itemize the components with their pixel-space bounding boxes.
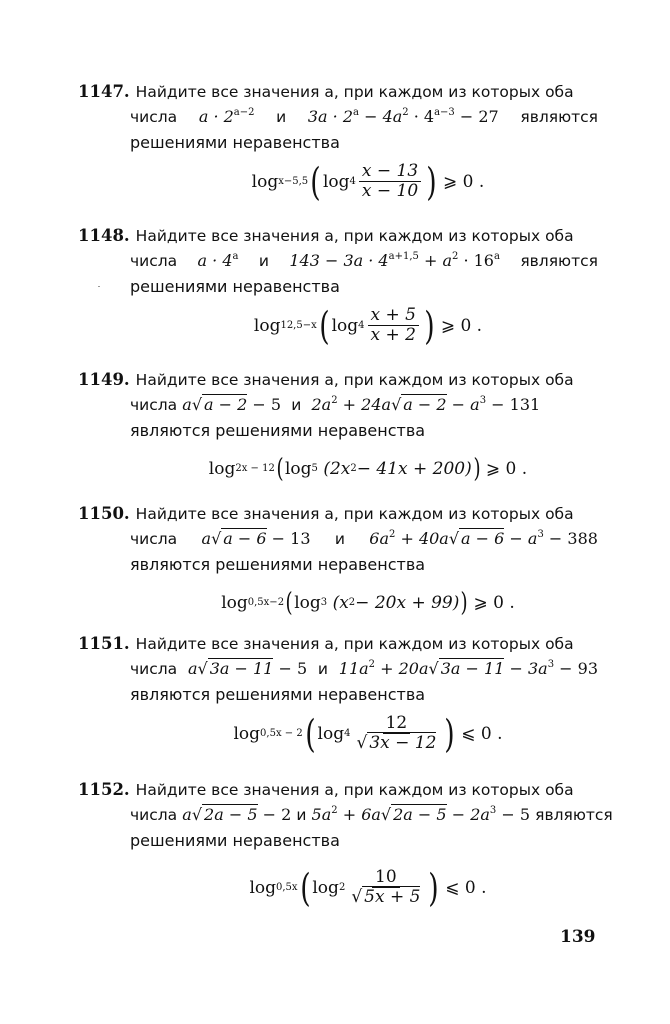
- expression-a: $a \cdot 2^{a-2}$: [198, 107, 255, 126]
- inequality: log 0,5x ( log 2 $\frac{10}{√ 5x + 5}$ ) ⩽ 0 .: [249, 865, 487, 910]
- solutions-label: решениями неравенства: [130, 277, 340, 296]
- solutions-label: являются решениями неравенства: [130, 685, 426, 704]
- problem-statement: 1151. Найдите все значения a, при каждом из которых оба: [78, 634, 574, 653]
- expression-b: $3a \cdot 2^a - 4a^2 \cdot 4^{a-3} - 27$: [307, 107, 499, 126]
- problem-statement: 1149. Найдите все значения a, при каждом из которых оба: [78, 370, 574, 389]
- numbers-line: числа a√ a − 6 − 13 и $6a^2 + 40a√$ $a - 6 - a^3 - 388$: [130, 529, 598, 548]
- inequality: log 0,5x−2 ( log 3 (x 2 − 20x + 99) ) ⩾ 0 .: [221, 588, 515, 618]
- fraction: $\frac{x - 13}{x - 10}$: [359, 162, 421, 201]
- numbers-line: числа a√ a − 2 − 5 и $2a^2 + 24a√$ $a - 2 - a^3 - 131$: [130, 395, 541, 414]
- problem-number: 1148.: [78, 226, 130, 245]
- numbers-line: числа a√ 3a − 11 − 5 и $11a^2 + 20a√$ $3a - 11 - 3a^3 - 93$: [130, 659, 598, 678]
- problem-1151: [78, 632, 598, 756]
- fraction: $\frac{x + 5}{x + 2}$: [368, 306, 419, 345]
- numbers-line: числа $a \cdot 4^a$ и $143 - 3a \cdot 4^{a+1,5} + a^2 \cdot 16^a$ являются: [78, 248, 598, 274]
- problem-statement: 1150. Найдите все значения a, при каждом из которых оба: [78, 504, 574, 523]
- inequality: log 0,5x − 2 ( log 4 $\frac{12}{√ 3x - 12}$ ) ⩽ 0 .: [233, 711, 503, 756]
- inequality: log 12,5−x ( log 4 $\frac{x + 5}{x + 2}$ ) ⩾ 0 .: [253, 303, 483, 348]
- fraction: $\frac{12}{√ 3x - 12}$: [356, 713, 437, 753]
- numbers-line: числа $a \cdot 2^{a-2}$ и $3a \cdot 2^a - 4a^2 \cdot 4^{a-3} - 27$ являются: [78, 104, 598, 130]
- problem-number: 1151.: [78, 634, 130, 653]
- problem-statement: 1147. Найдите все значения a, при каждом из которых оба: [78, 82, 574, 101]
- expression-a: $a \cdot 4^a$: [197, 251, 239, 270]
- solutions-label: решениями неравенства: [130, 133, 340, 152]
- problem-1150: [78, 502, 598, 622]
- problem-1147: [78, 80, 598, 204]
- problem-statement: 1152. Найдите все значения a, при каждом из которых оба: [78, 780, 574, 799]
- solutions-label: решениями неравенства: [130, 831, 340, 850]
- problem-number: 1152.: [78, 780, 130, 799]
- solutions-label: являются решениями неравенства: [130, 555, 426, 574]
- problem-1149: [78, 368, 598, 488]
- numbers-line: числа a√ 2a − 5 − 2 и $5a^2 + 6a√$ $2a - 5 - 2a^3 - 5$ являются: [130, 805, 613, 824]
- solutions-label: являются решениями неравенства: [130, 421, 426, 440]
- page-number: 139: [560, 927, 596, 947]
- inequality: log x−5,5 ( log 4 $\frac{x - 13}{x - 10}$ ) ⩾ 0 .: [251, 159, 485, 204]
- scan-speck: [98, 286, 100, 287]
- problem-1152: [78, 778, 613, 910]
- problem-1148: [78, 224, 598, 348]
- fraction: $\frac{10}{√ 5x + 5}$: [351, 867, 421, 907]
- problem-statement: 1148. Найдите все значения a, при каждом из которых оба: [78, 226, 574, 245]
- inequality: log 2x − 12 ( log 5 (2x 2 − 41x + 200) ) ⩾ 0 .: [208, 454, 528, 484]
- problem-number: 1147.: [78, 82, 130, 101]
- problem-number: 1149.: [78, 370, 130, 389]
- problem-number: 1150.: [78, 504, 130, 523]
- expression-b: $143 - 3a \cdot 4^{a+1,5} + a^2 \cdot 16^a$: [289, 251, 500, 270]
